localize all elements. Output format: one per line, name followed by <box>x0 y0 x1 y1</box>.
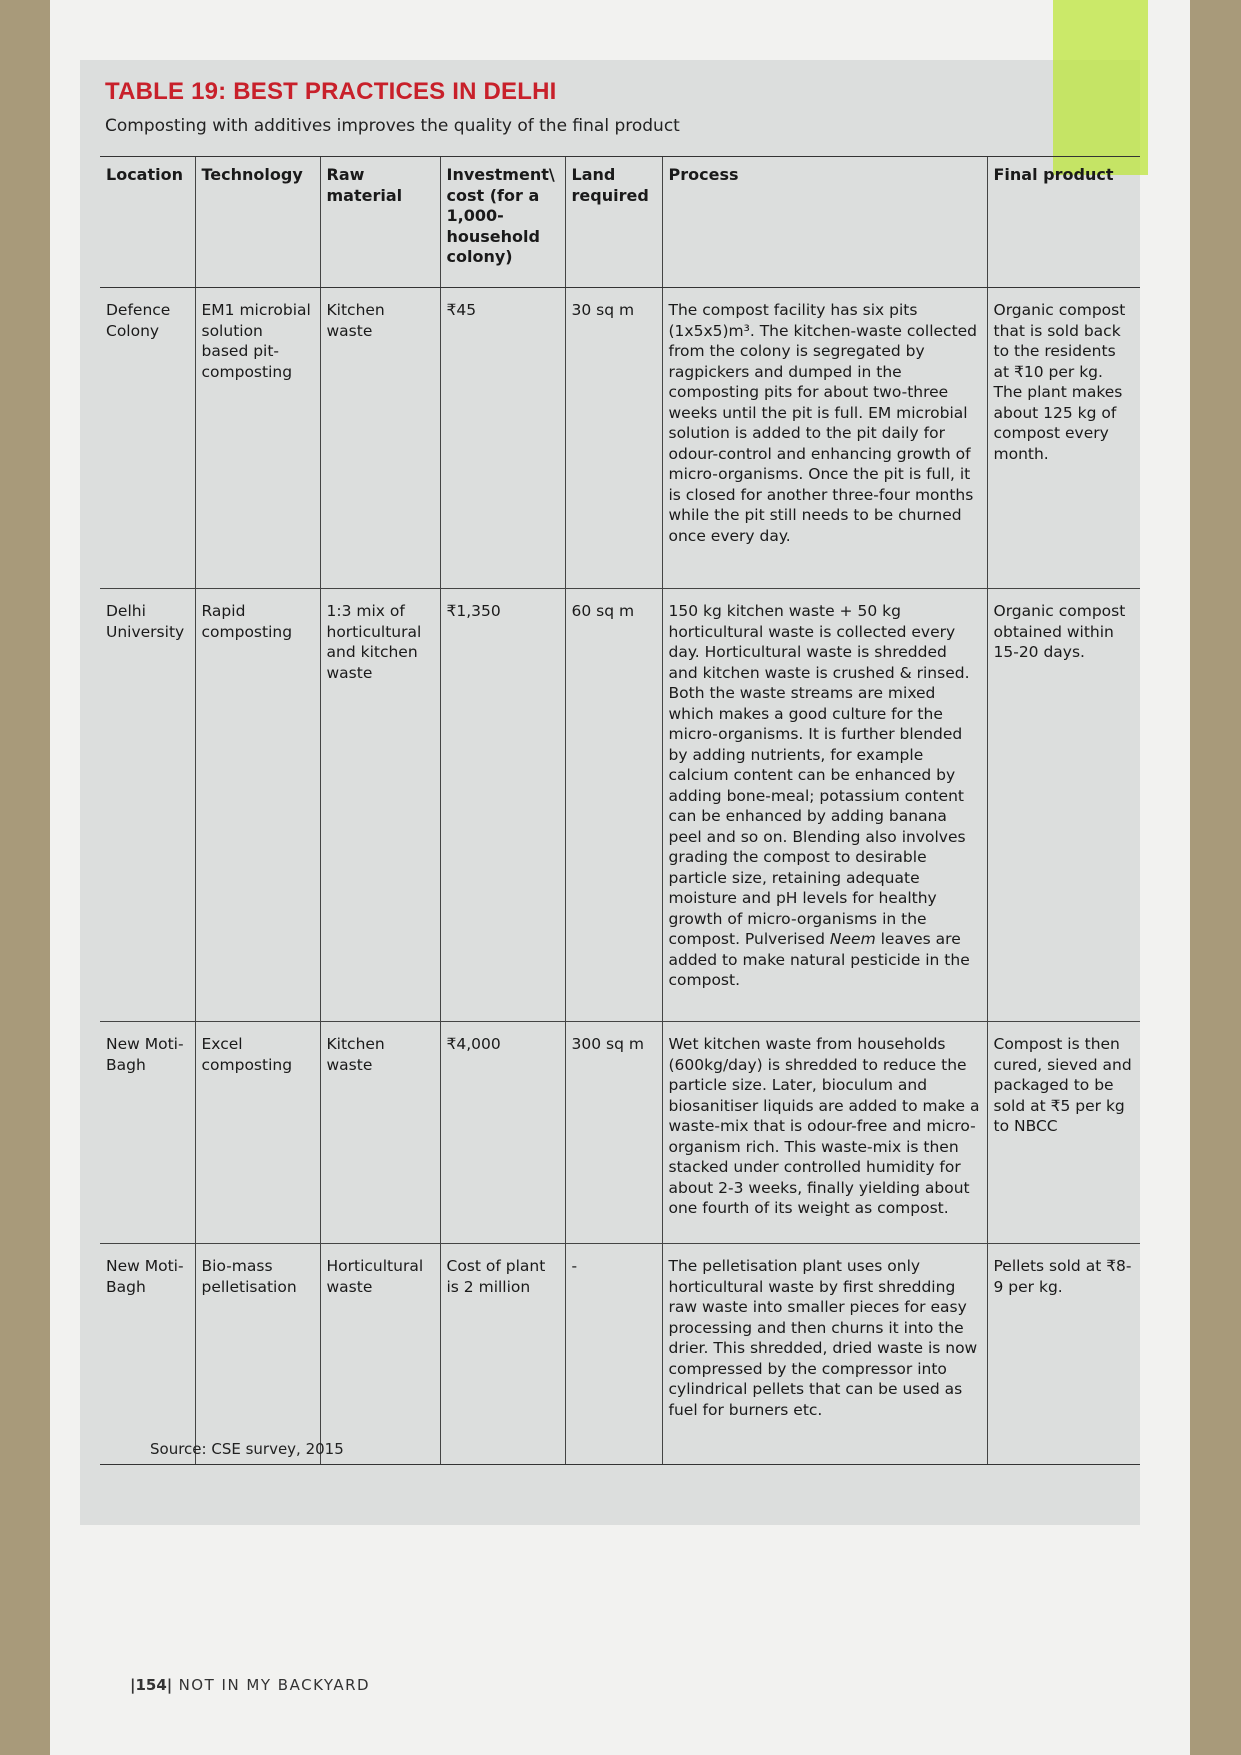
source-note: Source: CSE survey, 2015 <box>150 1440 344 1458</box>
technology-cell: Rapid composting <box>195 589 320 1022</box>
land-cell: 30 sq m <box>565 288 662 589</box>
best-practices-table <box>100 156 1140 1465</box>
location-cell: New Moti-Bagh <box>100 1022 195 1244</box>
page-footer <box>130 1676 370 1694</box>
process-text: leaves are added to make natural pesticide in the compost. <box>668 930 970 989</box>
investment-cell: Cost of plant is 2 million <box>440 1244 565 1465</box>
neem-text: Neem <box>829 930 876 948</box>
final-product-cell: Organic compost that is sold back to the residents at ₹10 per kg. The plant makes about 125 kg of compost every month. <box>987 288 1140 589</box>
land-cell: 60 sq m <box>565 589 662 1022</box>
header-row <box>100 157 1140 288</box>
sticky-note <box>1053 0 1148 175</box>
land-cell: - <box>565 1244 662 1465</box>
table-title: TABLE 19: BEST PRACTICES IN DELHI <box>105 78 557 105</box>
book-title: NOT IN MY BACKYARD <box>178 1676 371 1694</box>
raw-material-cell: Kitchen waste <box>320 288 440 589</box>
process-cell: The pelletisation plant uses only horticultural waste by first shredding raw waste into smaller pieces for easy processing and then churns it into the drier. This shredded, dried waste is now compressed by the compressor into cylindrical pellets that can be used as fuel for burners etc. <box>662 1244 987 1465</box>
process-text: 150 kg kitchen waste + 50 kg horticultural waste is collected every day. Horticultural waste is shredded and kitchen waste is crushed & rinsed. Both the waste streams are mixed which makes a good culture for the micro-organisms. It is further blended by adding nutrients, for example calcium content can be enhanced by adding bone-meal; potassium content can be enhanced by adding banana peel and so on. Blending also involves grading the compost to desirable particle size, retaining adequate moisture and pH levels for healthy growth of micro-organisms in the compost. Pulverised <box>668 602 970 948</box>
final-product-cell: Pellets sold at ₹8-9 per kg. <box>987 1244 1140 1465</box>
header-investment: Investment\ cost (for a 1,000-household colony) <box>440 157 565 288</box>
header-technology: Technology <box>195 157 320 288</box>
header-raw-material: Raw material <box>320 157 440 288</box>
page-number: |154| <box>130 1676 173 1694</box>
table-row <box>100 589 1140 1022</box>
investment-cell: ₹4,000 <box>440 1022 565 1244</box>
final-product-cell: Organic compost obtained within 15-20 days. <box>987 589 1140 1022</box>
header-final-product: Final product <box>987 157 1140 288</box>
location-cell: Delhi University <box>100 589 195 1022</box>
table-row <box>100 1244 1140 1465</box>
technology-cell: Bio-mass pelletisation <box>195 1244 320 1465</box>
process-cell <box>662 589 987 1022</box>
land-cell: 300 sq m <box>565 1022 662 1244</box>
investment-cell: ₹45 <box>440 288 565 589</box>
location-cell: Defence Colony <box>100 288 195 589</box>
technology-cell: EM1 microbial solution based pit-composting <box>195 288 320 589</box>
header-land: Land required <box>565 157 662 288</box>
table-row <box>100 288 1140 589</box>
technology-cell: Excel composting <box>195 1022 320 1244</box>
header-process: Process <box>662 157 987 288</box>
table-subtitle: Composting with additives improves the quality of the final product <box>105 116 680 136</box>
final-product-cell: Compost is then cured, sieved and packaged to be sold at ₹5 per kg to NBCC <box>987 1022 1140 1244</box>
header-location: Location <box>100 157 195 288</box>
location-cell: New Moti-Bagh <box>100 1244 195 1465</box>
investment-cell: ₹1,350 <box>440 589 565 1022</box>
raw-material-cell: 1:3 mix of horticultural and kitchen waste <box>320 589 440 1022</box>
process-cell: Wet kitchen waste from households (600kg/day) is shredded to reduce the particle size. Later, bioculum and biosanitiser liquids are added to make a waste-mix that is odour-free and micro-organism rich. This waste-mix is then stacked under controlled humidity for about 2-3 weeks, finally yielding about one fourth of its weight as compost. <box>662 1022 987 1244</box>
process-cell: The compost facility has six pits (1x5x5)m³. The kitchen-waste collected from the colony is segregated by ragpickers and dumped in the composting pits for about two-three weeks until the pit is full. EM microbial solution is added to the pit daily for odour-control and enhancing growth of micro-organisms. Once the pit is full, it is closed for another three-four months while the pit still needs to be churned once every day. <box>662 288 987 589</box>
raw-material-cell: Kitchen waste <box>320 1022 440 1244</box>
table-row <box>100 1022 1140 1244</box>
raw-material-cell: Horticultural waste <box>320 1244 440 1465</box>
